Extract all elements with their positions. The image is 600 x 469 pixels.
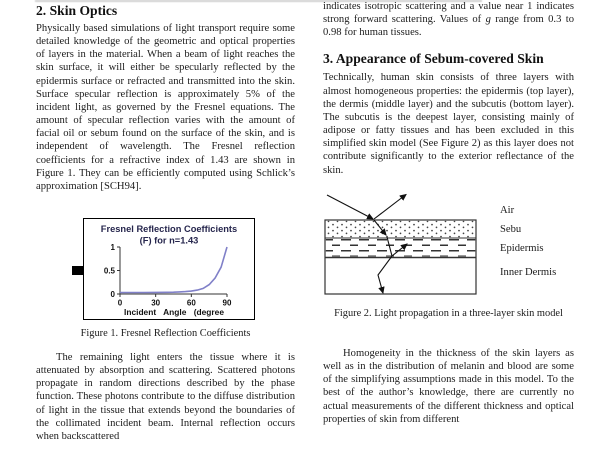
layer-label-air: Air (500, 205, 515, 216)
figure-2 (322, 193, 574, 303)
chart-title: Fresnel Reflection Coefficients (100, 224, 238, 234)
x-tick-label: 30 (151, 298, 161, 308)
y-tick-label: 0 (110, 290, 115, 299)
figure-2-caption: Figure 2. Light propagation in a three-layer skin model (334, 308, 563, 319)
x-tick-label: 0 (117, 298, 123, 308)
column-left (36, 3, 295, 193)
g-symbol: g (485, 14, 491, 26)
incident-ray (327, 195, 373, 219)
chart-legend-swatch (72, 266, 84, 275)
text-before-g: indicates isotropic scattering and a value near 1 indicates strong forward scattering. Values of (323, 1, 574, 26)
paragraph-homogeneity: Homogeneity in the thickness of the skin layers as well as in the distribution of melanin and blood are some of the simplifying assumptions made in this model. To the best of the author’s knowledge, there are currently no actual measurements of the different thickness and optical properties of skin from different (323, 348, 574, 425)
skin-diagram-svg (322, 193, 487, 298)
paragraph-skin-layers: Technically, human skin consists of three layers with almost homogeneous properties: the epidermis (top layer), the dermis (middle layer) and the subcutis (bottom layer). The subcutis is the deepest layer, consisting mainly of adipose or fatty tissues and has been excluded in this simplified skin model (See Figure 2) as this layer does not contribute significantly to the exterior reflectance of the skin. (323, 72, 574, 176)
layer-label-sebum: Sebu (500, 224, 522, 235)
fresnel-curve (120, 247, 227, 293)
paragraph-scattering-g (323, 0, 574, 39)
epidermis-layer (326, 239, 476, 257)
reflected-ray (374, 195, 406, 220)
figure-1 (83, 218, 255, 320)
text-after-g: range from 0.3 to 0.98 for human tissues. (323, 14, 574, 39)
y-tick-label: 0.5 (103, 266, 115, 276)
sebum-layer (326, 221, 476, 238)
section-heading-skin-optics: 2. Skin Optics (36, 3, 118, 18)
column-right (323, 0, 574, 177)
x-axis-label: Incident Angle (degree (124, 307, 224, 317)
y-tick-label: 1 (110, 243, 115, 252)
chart-subtitle: (F) for n=1.43 (139, 235, 199, 246)
fresnel-chart-svg (84, 219, 253, 318)
section-heading-sebum-skin: 3. Appearance of Sebum-covered Skin (323, 51, 544, 67)
layer-label-inner-dermis: Inner Dermis (500, 267, 557, 278)
paragraph-skin-optics: Physically based simulations of light transport require some detailed knowledge of the geometric and optical properties of layers in the material. When a beam of light reaches the skin surface, it will either be specularly reflected by the epidermis surface or refracted and transmitted into the skin. Surface specular reflection is approximately 5% of the incident light, as governed by the Fresnel equations. The amount of specular reflection varies with the amount of facial oil or sebum found on the surface of the skin, and is independent of wavelength. The Fresnel reflection coefficients for a refractive index of 1.43 are shown in Figure 1. They can be efficiently computed using Schlick’s approximation [SCH94]. (36, 23, 295, 192)
layer-label-epidermis: Epidermis (500, 243, 544, 254)
x-tick-label: 90 (222, 298, 232, 308)
figure-1-caption: Figure 1. Fresnel Reflection Coefficients (80, 328, 251, 339)
x-tick-label: 60 (186, 298, 196, 308)
paragraph-remaining-light: The remaining light enters the tissue where it is attenuated by absorption and scattering. Scattered photons propagate in random directions described by the phase function. These photons contribute to the diffuse distribution of light in the tissue that extends beyond the boundaries of the collimated incident beam. Internal reflection occurs when backscattered (36, 352, 295, 442)
